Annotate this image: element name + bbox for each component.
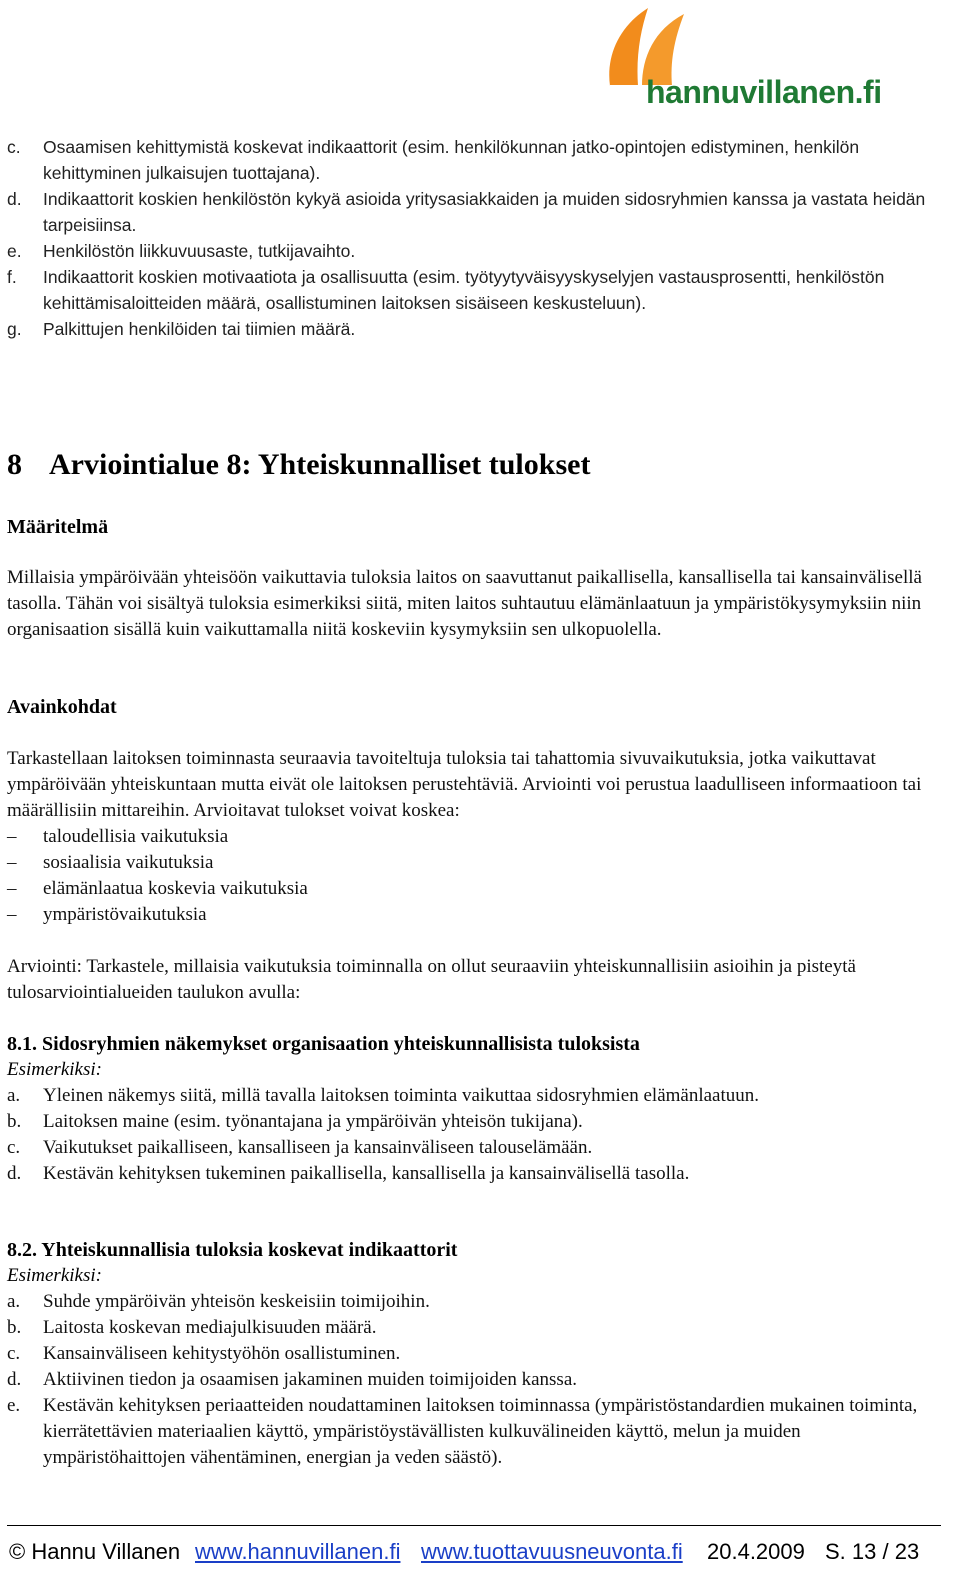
list-text: Indikaattorit koskien motivaatiota ja osallisuutta (esim. työtyytyväisyyskyselyjen vastausprosentti, henkilöstön kehittämisaloitteiden määrä, osallistuminen laitoksen sisäiseen keskusteluun). <box>43 267 885 313</box>
list-label: d. <box>7 1163 22 1184</box>
list-item <box>7 1315 947 1341</box>
footer-author: © Hannu Villanen <box>9 1539 181 1564</box>
list-label: b. <box>7 1111 22 1132</box>
list-item <box>7 850 947 876</box>
list-text: Kestävän kehityksen periaatteiden noudattaminen laitoksen toiminnassa (ympäristöstandardien mukainen toiminta, kierrätettävien materiaalien käyttö, ympäristöystävällisten kulkuvälineiden käyttö, melun ja muiden ympäristöhaittojen vähentäminen, energian ja veden säästö). <box>43 1395 918 1468</box>
dash-bullet: – <box>7 852 17 873</box>
definition-heading: Määritelmä <box>7 516 109 538</box>
top-list <box>7 134 947 342</box>
list-text: ympäristövaikutuksia <box>43 904 207 925</box>
list-text: Laitoksen maine (esim. työnantajana ja ympäröivän yhteisön tukijana). <box>43 1111 583 1132</box>
key-points-text: Tarkastellaan laitoksen toiminnasta seuraavia tavoiteltuja tuloksia tai tahattomia sivuvaikutuksia, jotka vaikuttavat ympäröivään yhteiskuntaan mutta eivät ole laitoksen perustehtäviä. Arviointi voi perustua laadulliseen informaatioon tai määrällisiin mittareihin. Arvioitavat tulokset voivat koskea: <box>7 748 922 821</box>
list-item <box>7 824 947 850</box>
list-item <box>7 134 947 186</box>
list-text: Osaamisen kehittymistä koskevat indikaattorit (esim. henkilökunnan jatko-opintojen edistyminen, henkilön kehittyminen julkaisujen tuottajana). <box>43 137 860 183</box>
list-item <box>7 902 947 928</box>
dash-bullet: – <box>7 826 17 847</box>
examples-label: Esimerkiksi: <box>7 1059 102 1080</box>
key-points-heading: Avainkohdat <box>7 696 117 718</box>
list-item <box>7 1341 947 1367</box>
list-label: d. <box>7 1369 22 1390</box>
section-number: 8 <box>7 448 22 481</box>
list-text: sosiaalisia vaikutuksia <box>43 852 214 873</box>
list-text: Henkilöstön liikkuvuusaste, tutkijavaihto. <box>43 241 356 261</box>
list-text: Laitosta koskevan mediajulkisuuden määrä. <box>43 1317 377 1338</box>
footer-divider <box>7 1525 941 1526</box>
list-item <box>7 1135 947 1161</box>
list-label: g. <box>7 319 22 339</box>
list-label: c. <box>7 137 21 157</box>
subsection-8-2-title: 8.2. Yhteiskunnallisia tuloksia koskevat indikaattorit <box>7 1239 458 1261</box>
footer-date: 20.4.2009 <box>707 1539 805 1564</box>
footer-link-tuottavuusneuvonta[interactable]: www.tuottavuusneuvonta.fi <box>421 1539 683 1564</box>
footer-page-number: S. 13 / 23 <box>825 1539 920 1564</box>
page-footer <box>7 1537 941 1567</box>
list-item <box>7 876 947 902</box>
list-item <box>7 238 947 264</box>
list-item <box>7 186 947 238</box>
list-label: a. <box>7 1291 21 1312</box>
dash-bullet: – <box>7 904 17 925</box>
list-label: d. <box>7 189 22 209</box>
definition-text: Millaisia ympäröivään yhteisöön vaikuttavia tuloksia laitos on saavuttanut paikallisella, kansallisella tai kansainvälisellä tasolla. Tähän voi sisältyä tuloksia esimerkiksi siitä, miten laitos suhtautuu elämänlaatuun ja ympäristökysymyksiin niin organisaation sisällä kuin vaikuttamalla niitä koskeviin kysymyksiin sen ulkopuolella. <box>7 567 922 640</box>
list-label: a. <box>7 1085 21 1106</box>
list-item <box>7 1109 947 1135</box>
list-label: e. <box>7 241 22 261</box>
list-item <box>7 1161 947 1187</box>
list-item <box>7 1289 947 1315</box>
site-logo[interactable] <box>596 2 936 120</box>
list-text: Palkittujen henkilöiden tai tiimien määrä. <box>43 319 356 339</box>
list-text: Suhde ympäröivän yhteisön keskeisiin toimijoihin. <box>43 1291 430 1312</box>
list-label: c. <box>7 1137 21 1158</box>
list-item <box>7 316 947 342</box>
list-text: taloudellisia vaikutuksia <box>43 826 229 847</box>
footer-link-hannuvillanen[interactable]: www.hannuvillanen.fi <box>195 1539 401 1564</box>
section-title: Arviointialue 8: Yhteiskunnalliset tulokset <box>49 448 591 481</box>
list-item <box>7 1083 947 1109</box>
logo-text: hannuvillanen.fi <box>646 74 882 110</box>
list-item <box>7 264 947 316</box>
section-heading <box>7 447 590 483</box>
list-text: Kansainväliseen kehitystyöhön osallistuminen. <box>43 1343 401 1364</box>
list-label: e. <box>7 1395 21 1416</box>
subsection-8-1-title: 8.1. Sidosryhmien näkemykset organisaation yhteiskunnallisista tuloksista <box>7 1033 640 1055</box>
examples-label: Esimerkiksi: <box>7 1265 102 1286</box>
list-text: Yleinen näkemys siitä, millä tavalla laitoksen toiminta vaikuttaa sidosryhmien elämänlaatuun. <box>43 1085 760 1106</box>
subsection-8-1-list <box>7 1083 947 1187</box>
list-label: b. <box>7 1317 22 1338</box>
list-label: f. <box>7 267 17 287</box>
evaluation-text: Arviointi: Tarkastele, millaisia vaikutuksia toiminnalla on ollut seuraaviin yhteiskunnallisiin asioihin ja pisteytä tulosarviointialueiden taulukon avulla: <box>7 956 856 1003</box>
list-text: Vaikutukset paikalliseen, kansalliseen ja kansainväliseen talouselämään. <box>43 1137 593 1158</box>
list-item <box>7 1367 947 1393</box>
list-item <box>7 1393 947 1471</box>
list-text: elämänlaatua koskevia vaikutuksia <box>43 878 308 899</box>
list-label: c. <box>7 1343 21 1364</box>
impact-list <box>7 824 947 928</box>
list-text: Aktiivinen tiedon ja osaamisen jakaminen muiden toimijoiden kanssa. <box>43 1369 578 1390</box>
list-text: Indikaattorit koskien henkilöstön kykyä asioida yritysasiakkaiden ja muiden sidosryhmien kanssa ja vastata heidän tarpeisiinsa. <box>43 189 926 235</box>
dash-bullet: – <box>7 878 17 899</box>
list-text: Kestävän kehityksen tukeminen paikallisella, kansallisella ja kansainvälisellä tasolla. <box>43 1163 690 1184</box>
subsection-8-2-list <box>7 1289 947 1471</box>
